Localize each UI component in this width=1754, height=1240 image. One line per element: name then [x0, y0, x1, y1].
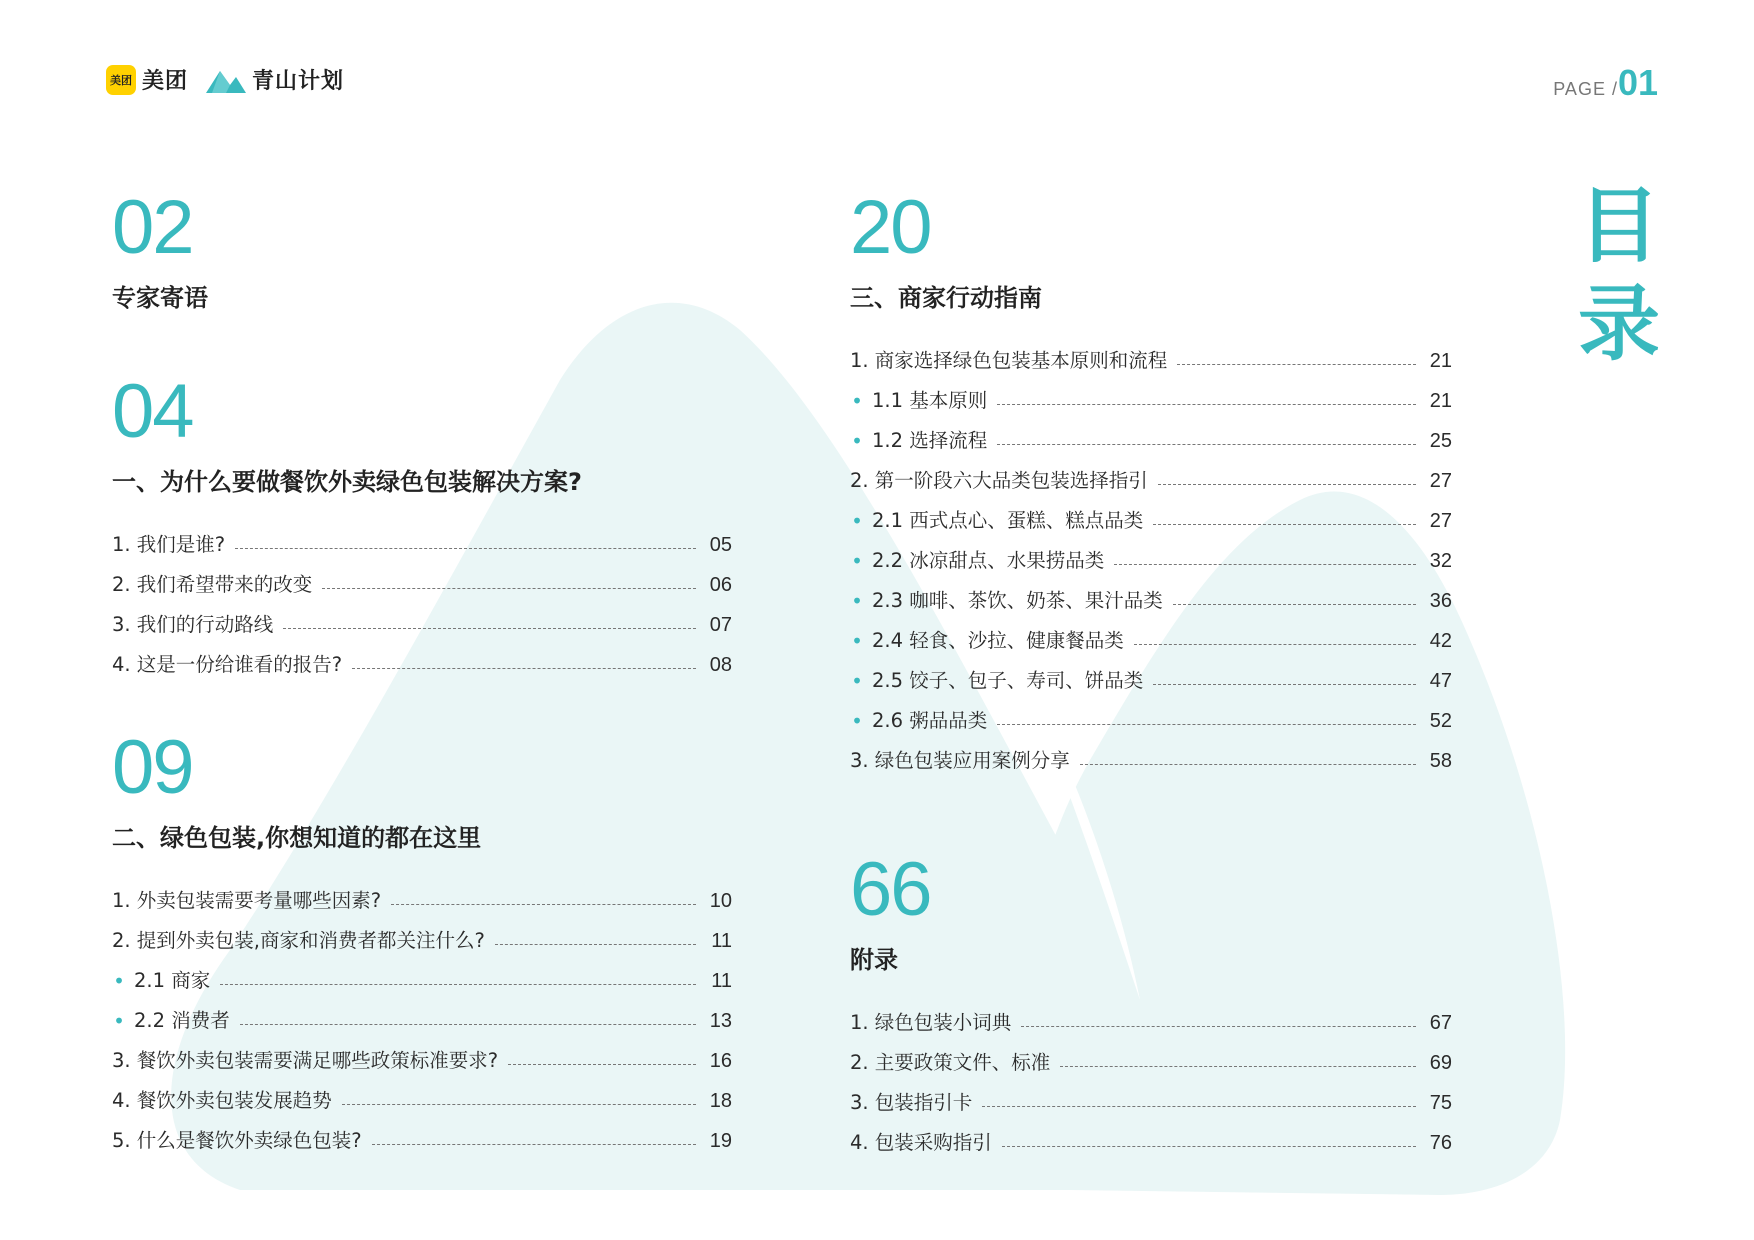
toc-list — [850, 995, 1452, 1155]
toc-entry-page: 05 — [709, 534, 732, 556]
toc-entry[interactable] — [112, 1033, 732, 1073]
bullet-dot-icon: • — [851, 669, 863, 693]
page-number: 01 — [1617, 62, 1658, 103]
toc-entry-title: 2. 第一阶段六大品类包装选择指引 — [850, 469, 1148, 492]
section-page-number: 66 — [850, 847, 931, 932]
dotted-leader — [1173, 603, 1416, 605]
toc-entry[interactable] — [850, 1075, 1452, 1115]
meituan-brand-name: 美团 — [142, 69, 189, 94]
toc-entry-page: 21 — [1429, 350, 1452, 372]
toc-subentry[interactable] — [850, 373, 1452, 413]
section-title: 三、商家行动指南 — [850, 284, 1042, 312]
bullet-dot-icon: • — [851, 589, 863, 613]
dotted-leader — [997, 403, 1416, 405]
section-appendix — [850, 847, 1452, 1155]
toc-entry-page: 47 — [1429, 670, 1452, 692]
dotted-leader — [372, 1143, 696, 1145]
toc-entry[interactable] — [112, 1073, 732, 1113]
toc-subentry[interactable] — [850, 413, 1452, 453]
section-why-green-packaging — [112, 369, 732, 677]
bullet-dot-icon: • — [851, 429, 863, 453]
toc-entry-page: 21 — [1429, 390, 1452, 412]
dotted-leader — [1153, 523, 1416, 525]
toc-entry-page: 27 — [1429, 470, 1452, 492]
toc-subentry[interactable] — [112, 953, 732, 993]
section-page-number: 02 — [112, 185, 193, 270]
page-indicator — [1553, 62, 1658, 104]
toc-entry-title: 1.1 基本原则 — [872, 389, 988, 412]
toc-entry-page: 18 — [709, 1090, 732, 1112]
toc-heading — [1574, 178, 1664, 374]
qingshan-plan-name: 青山计划 — [252, 69, 345, 94]
toc-entry[interactable] — [112, 1113, 732, 1153]
toc-entry-page: 10 — [709, 890, 732, 912]
dotted-leader — [235, 547, 696, 549]
toc-entry-page: 13 — [709, 1010, 732, 1032]
toc-entry-title: 4. 这是一份给谁看的报告? — [112, 653, 343, 676]
toc-entry-page: 42 — [1429, 630, 1452, 652]
toc-entry[interactable] — [112, 597, 732, 637]
section-title: 专家寄语 — [112, 284, 208, 312]
toc-entry-page: 11 — [711, 930, 732, 952]
dotted-leader — [1060, 1065, 1416, 1067]
bullet-dot-icon: • — [113, 969, 125, 993]
bullet-dot-icon: • — [851, 509, 863, 533]
dotted-leader — [322, 587, 696, 589]
toc-entry-title: 2.3 咖啡、茶饮、奶茶、果汁品类 — [872, 589, 1163, 612]
toc-subentry[interactable] — [850, 493, 1452, 533]
toc-entry-title: 2.6 粥品品类 — [872, 709, 988, 732]
toc-entry[interactable] — [112, 557, 732, 597]
toc-entry-page: 58 — [1429, 750, 1452, 772]
toc-entry-title: 2. 主要政策文件、标准 — [850, 1051, 1051, 1074]
dotted-leader — [1158, 483, 1416, 485]
dotted-leader — [391, 903, 696, 905]
toc-entry-page: 52 — [1429, 710, 1452, 732]
toc-entry-title: 2.1 西式点心、蛋糕、糕点品类 — [872, 509, 1144, 532]
section-title: 一、为什么要做餐饮外卖绿色包装解决方案? — [112, 468, 582, 496]
toc-entry-title: 1. 外卖包装需要考量哪些因素? — [112, 889, 382, 912]
dotted-leader — [1021, 1025, 1416, 1027]
toc-list — [112, 873, 732, 1153]
dotted-leader — [495, 943, 696, 945]
toc-entry-page: 16 — [709, 1050, 732, 1072]
dotted-leader — [997, 723, 1416, 725]
toc-list — [850, 333, 1452, 773]
toc-entry[interactable] — [850, 333, 1452, 373]
bullet-dot-icon: • — [851, 629, 863, 653]
dotted-leader — [342, 1103, 696, 1105]
toc-entry-page: 36 — [1429, 590, 1452, 612]
toc-entry[interactable] — [850, 995, 1452, 1035]
toc-entry[interactable] — [112, 517, 732, 557]
toc-entry-title: 3. 包装指引卡 — [850, 1091, 973, 1114]
toc-entry-title: 2. 提到外卖包装,商家和消费者都关注什么? — [112, 929, 485, 952]
toc-subentry[interactable] — [850, 693, 1452, 733]
dotted-leader — [1002, 1145, 1416, 1147]
toc-heading-char-2: 录 — [1577, 277, 1660, 372]
toc-list — [112, 517, 732, 677]
toc-entry[interactable] — [850, 1035, 1452, 1075]
section-green-packaging-faq — [112, 725, 732, 1153]
toc-entry-page: 25 — [1429, 430, 1452, 452]
toc-entry-title: 1. 绿色包装小词典 — [850, 1011, 1012, 1034]
toc-entry-title: 2.2 冰凉甜点、水果捞品类 — [872, 549, 1105, 572]
dotted-leader — [1153, 683, 1416, 685]
toc-entry-title: 4. 包装采购指引 — [850, 1131, 992, 1154]
dotted-leader — [508, 1063, 696, 1065]
toc-entry-title: 3. 餐饮外卖包装需要满足哪些政策标准要求? — [112, 1049, 499, 1072]
toc-entry-title: 3. 绿色包装应用案例分享 — [850, 749, 1070, 772]
toc-entry-page: 27 — [1429, 510, 1452, 532]
toc-entry-page: 76 — [1429, 1132, 1452, 1154]
section-page-number: 20 — [850, 185, 931, 270]
dotted-leader — [1177, 363, 1416, 365]
toc-entry-title: 2.4 轻食、沙拉、健康餐品类 — [872, 629, 1124, 652]
toc-entry-title: 2.5 饺子、包子、寿司、饼品类 — [872, 669, 1144, 692]
dotted-leader — [240, 1023, 696, 1025]
dotted-leader — [982, 1105, 1416, 1107]
toc-entry-title: 4. 餐饮外卖包装发展趋势 — [112, 1089, 332, 1112]
toc-entry-page: 19 — [709, 1130, 732, 1152]
toc-entry-page: 67 — [1429, 1012, 1452, 1034]
toc-heading-char-1: 目 — [1577, 179, 1660, 274]
toc-entry-page: 32 — [1429, 550, 1452, 572]
dotted-leader — [1114, 563, 1416, 565]
page-label-text: PAGE / — [1553, 79, 1618, 99]
toc-entry-title: 1. 我们是谁? — [112, 533, 226, 556]
toc-entry[interactable] — [112, 873, 732, 913]
toc-entry-title: 1.2 选择流程 — [872, 429, 988, 452]
toc-subentry[interactable] — [850, 573, 1452, 613]
toc-entry-title: 2. 我们希望带来的改变 — [112, 573, 313, 596]
bullet-dot-icon: • — [851, 709, 863, 733]
toc-entry-page: 11 — [711, 970, 732, 992]
toc-entry[interactable] — [112, 637, 732, 677]
toc-subentry[interactable] — [850, 533, 1452, 573]
bullet-dot-icon: • — [851, 389, 863, 413]
header-logos — [106, 64, 344, 95]
section-title: 附录 — [850, 946, 898, 974]
toc-entry[interactable] — [850, 1115, 1452, 1155]
toc-subentry[interactable] — [112, 993, 732, 1033]
toc-entry-title: 2.1 商家 — [134, 969, 211, 992]
bullet-dot-icon: • — [851, 549, 863, 573]
section-page-number: 04 — [112, 369, 193, 454]
dotted-leader — [352, 667, 696, 669]
dotted-leader — [220, 983, 696, 985]
dotted-leader — [283, 627, 696, 629]
toc-subentry[interactable] — [850, 613, 1452, 653]
toc-subentry[interactable] — [850, 653, 1452, 693]
dotted-leader — [1080, 763, 1416, 765]
toc-entry[interactable] — [850, 733, 1452, 773]
toc-entry-page: 75 — [1429, 1092, 1452, 1114]
bullet-dot-icon: • — [113, 1009, 125, 1033]
toc-entry-page: 07 — [709, 614, 732, 636]
toc-entry[interactable] — [112, 913, 732, 953]
toc-entry-title: 1. 商家选择绿色包装基本原则和流程 — [850, 349, 1168, 372]
toc-entry-page: 08 — [709, 654, 732, 676]
dotted-leader — [997, 443, 1416, 445]
toc-entry-page: 06 — [709, 574, 732, 596]
section-expert-message — [112, 185, 732, 313]
toc-entry-title: 5. 什么是餐饮外卖绿色包装? — [112, 1129, 362, 1152]
meituan-logo-badge: 美团 — [106, 65, 136, 95]
toc-entry-title: 3. 我们的行动路线 — [112, 613, 274, 636]
section-merchant-guide — [850, 185, 1452, 773]
toc-entry[interactable] — [850, 453, 1452, 493]
toc-entry-title: 2.2 消费者 — [134, 1009, 230, 1032]
qingshan-mountain-logo-icon — [204, 65, 248, 95]
section-page-number: 09 — [112, 725, 193, 810]
dotted-leader — [1134, 643, 1416, 645]
toc-entry-page: 69 — [1429, 1052, 1452, 1074]
section-title: 二、绿色包装,你想知道的都在这里 — [112, 824, 482, 852]
